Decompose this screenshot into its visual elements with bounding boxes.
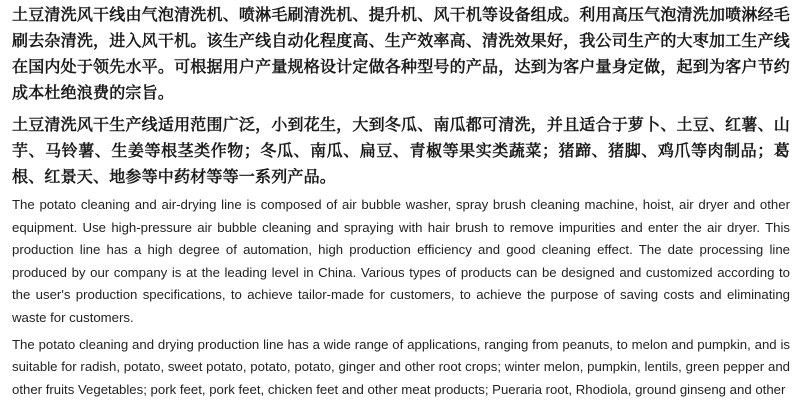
chinese-paragraph-applications: 土豆清洗风干生产线适用范围广泛，小到花生，大到冬瓜、南瓜都可清洗，并且适合于萝卜、土豆、红薯、山芋、马铃薯、生姜等根茎类作物；冬瓜、南瓜、扁豆、青椒等果实类蔬菜；猪蹄、猪脚、鸡爪等肉制品；葛根、红景天、地参等中药材等等一系列产品。 bbox=[12, 115, 790, 186]
english-paragraph-applications: The potato cleaning and drying production line has a wide range of applications, ranging from peanuts, to melon and pumpkin, and is suitable for radish, potato, sweet potato, potato, potato, ginger and other root crops; winter melon, pumpkin, lentils, green pepper and other fruits Vegetables; pork feet, pork feet, chicken feet and other meat products; Pueraria root, Rhodiola, ground ginseng and other bbox=[12, 336, 790, 397]
chinese-paragraph-intro: 土豆清洗风干线由气泡清洗机、喷淋毛刷清洗机、提升机、风干机等设备组成。利用高压气泡清洗加喷淋经毛刷去杂清洗，进入风干机。该生产线自动化程度高、生产效率高、清洗效果好，我公司生产的大枣加工生产线在国内处于领先水平。可根据用户产量规格设计定做各种型号的产品，达到为客户量身定做，起到为客户节约成本杜绝浪费的宗旨。 bbox=[12, 5, 790, 102]
english-paragraph-intro: The potato cleaning and air-drying line is composed of air bubble washer, spray brush cleaning machine, hoist, air dryer and other equipment. Use high-pressure air bubble cleaning and spraying with hair brush to remove impurities and enter the air dryer. This production line has a high degree of automation, high production efficiency and good cleaning effect. The date processing line produced by our company is at the leading level in China. Various types of products can be designed and customized according to the user's production specifications, to achieve tailor-made for customers, to achieve the purpose of saving costs and eliminating waste for customers. bbox=[12, 197, 790, 325]
